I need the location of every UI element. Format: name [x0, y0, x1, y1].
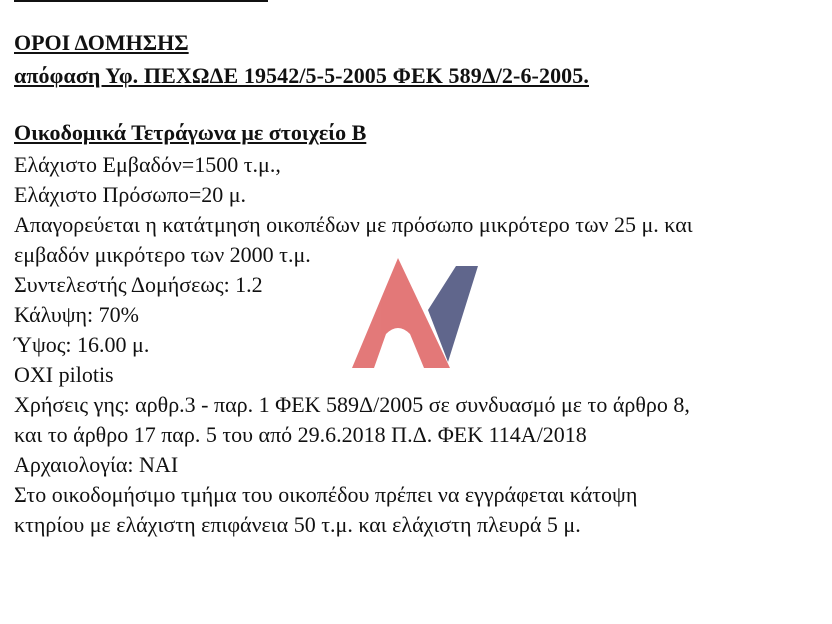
- decision-reference: απόφαση Υφ. ΠΕΧΩΔΕ 19542/5-5-2005 ΦΕΚ 589Δ/2-6-2005.: [14, 63, 589, 88]
- height-line: Ύψος: 16.00 μ.: [14, 332, 150, 357]
- land-use-line-1: Χρήσεις γης: αρθρ.3 - παρ. 1 ΦΕΚ 589Δ/2005 σε συνδυασμό με το άρθρο 8,: [14, 392, 690, 417]
- min-area-line: Ελάχιστο Εμβαδόν=1500 τ.μ.,: [14, 152, 281, 177]
- archaeology-line: Αρχαιολογία: ΝΑΙ: [14, 452, 179, 477]
- watermark-logo-icon: [352, 258, 478, 368]
- document-title: ΟΡΟΙ ΔΟΜΗΣΗΣ: [14, 30, 189, 55]
- footprint-line-2: κτηρίου με ελάχιστη επιφάνεια 50 τ.μ. και ελάχιστη πλευρά 5 μ.: [14, 512, 581, 537]
- section-title: Οικοδομικά Τετράγωνα με στοιχείο Β: [14, 120, 367, 145]
- subdivision-line-1: Απαγορεύεται η κατάτμηση οικοπέδων με πρόσωπο μικρότερο των 25 μ. και: [14, 212, 693, 237]
- top-rule: [14, 0, 268, 2]
- coverage-line: Κάλυψη: 70%: [14, 302, 139, 327]
- subdivision-line-2: εμβαδόν μικρότερο των 2000 τ.μ.: [14, 242, 311, 267]
- building-coefficient-line: Συντελεστής Δομήσεως: 1.2: [14, 272, 263, 297]
- footprint-line-1: Στο οικοδομήσιμο τμήμα του οικοπέδου πρέπει να εγγράφεται κάτοψη: [14, 482, 638, 507]
- min-frontage-line: Ελάχιστο Πρόσωπο=20 μ.: [14, 182, 247, 207]
- pilotis-line: ΟΧΙ pilotis: [14, 362, 114, 387]
- land-use-line-2: και το άρθρο 17 παρ. 5 του από 29.6.2018 Π.Δ. ΦΕΚ 114Α/2018: [14, 422, 587, 447]
